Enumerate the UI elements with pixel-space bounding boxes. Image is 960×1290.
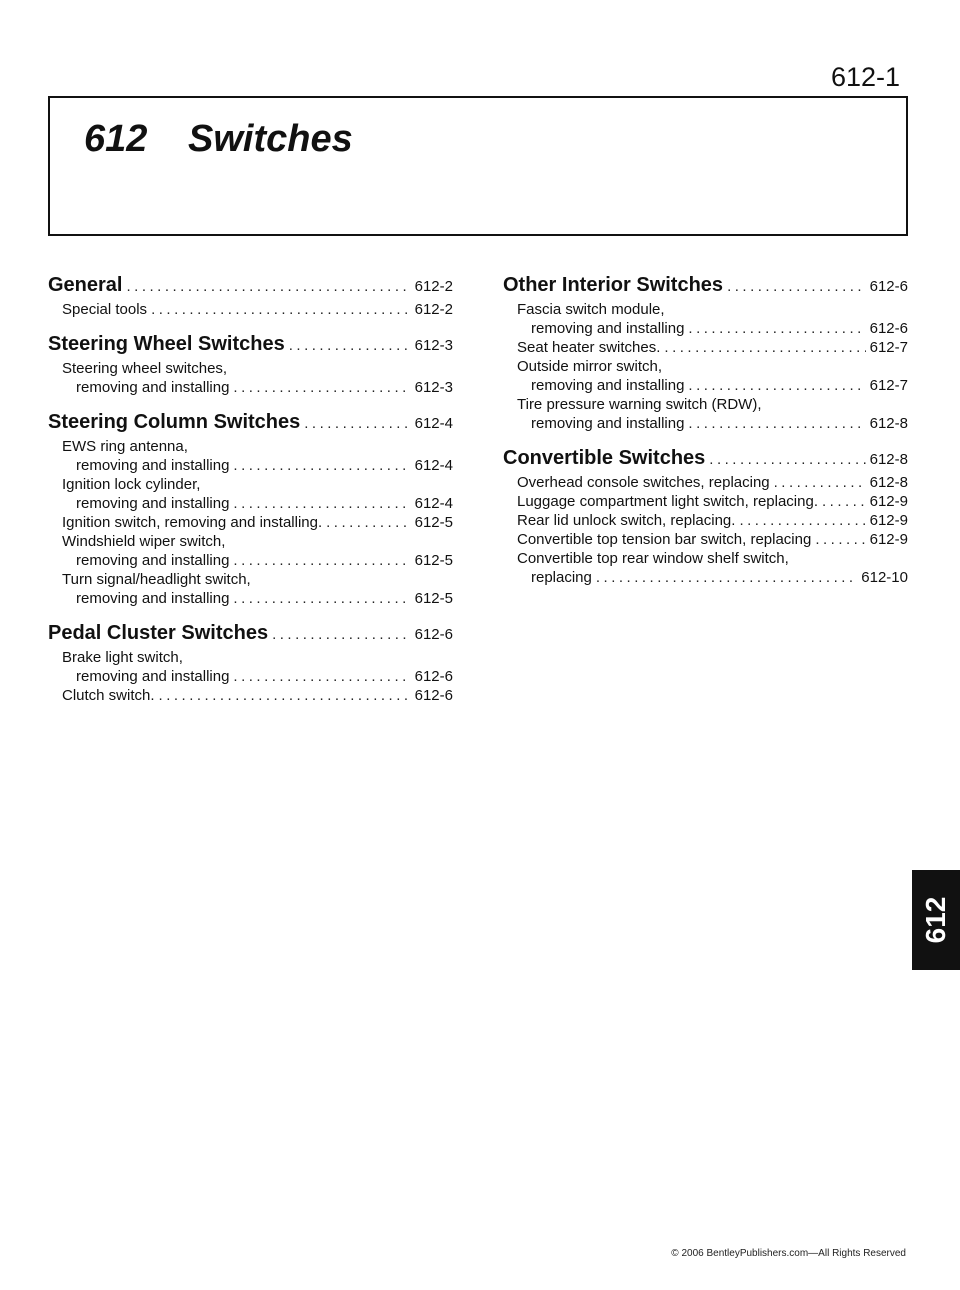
side-tab-label: 612 xyxy=(920,896,951,944)
toc-entry-line: Steering wheel switches, xyxy=(62,360,228,377)
toc-entry[interactable] xyxy=(48,686,453,705)
toc-entry-line: Convertible top rear window shelf switch, xyxy=(517,550,789,567)
entry-page: 612-2 xyxy=(414,301,453,318)
entry-label: Luggage compartment light switch, replacing. xyxy=(517,493,818,510)
toc-entry[interactable] xyxy=(48,667,453,686)
entry-page: 612-5 xyxy=(414,552,453,569)
toc-entry[interactable] xyxy=(503,568,908,587)
toc-section xyxy=(48,331,453,397)
entry-label: Seat heater switches. xyxy=(517,339,661,356)
entry-page: 612-3 xyxy=(414,379,453,396)
section-title: Other Interior Switches xyxy=(503,274,724,296)
leader-dots xyxy=(272,622,411,648)
toc-entry-line: Tire pressure warning switch (RDW), xyxy=(517,396,762,413)
leader-dots xyxy=(233,589,410,608)
entry-page: 612-8 xyxy=(869,474,908,491)
entry-label: Convertible top tension bar switch, replacing xyxy=(517,531,812,548)
toc-section xyxy=(48,272,453,319)
section-title: General xyxy=(48,274,123,296)
entry-label: removing and installing xyxy=(76,495,230,512)
leader-dots xyxy=(815,530,865,549)
toc-section-heading[interactable] xyxy=(503,445,908,473)
entry-label: removing and installing xyxy=(76,590,230,607)
entry-page: 612-10 xyxy=(861,569,908,586)
entry-page: 612-5 xyxy=(414,514,453,531)
toc-section xyxy=(503,445,908,587)
entry-label: removing and installing xyxy=(76,668,230,685)
toc-entry[interactable] xyxy=(503,530,908,549)
leader-dots xyxy=(151,300,411,319)
toc-entry[interactable] xyxy=(48,300,453,319)
entry-page: 612-9 xyxy=(869,531,908,548)
toc-entry-line: Outside mirror switch, xyxy=(517,358,663,375)
toc-entry[interactable] xyxy=(48,589,453,608)
section-page: 612-6 xyxy=(869,278,908,295)
toc-entry-line: Windshield wiper switch, xyxy=(62,533,226,550)
entry-label: Ignition switch, removing and installing. xyxy=(62,514,323,531)
entry-page: 612-6 xyxy=(414,668,453,685)
leader-dots xyxy=(289,333,411,359)
toc-entry-line: Turn signal/headlight switch, xyxy=(62,571,251,588)
toc-entry[interactable] xyxy=(48,551,453,570)
leader-dots xyxy=(774,473,866,492)
section-title: Steering Wheel Switches xyxy=(48,333,285,355)
entry-label: Special tools xyxy=(62,301,148,318)
toc-section xyxy=(48,620,453,705)
leader-dots xyxy=(596,568,857,587)
toc-entry[interactable] xyxy=(503,511,908,530)
entry-page: 612-9 xyxy=(869,512,908,529)
leader-dots xyxy=(709,447,865,473)
entry-page: 612-6 xyxy=(414,687,453,704)
toc-section-heading[interactable] xyxy=(48,620,453,648)
toc-entry-line: Brake light switch, xyxy=(62,649,183,666)
leader-dots xyxy=(233,456,410,475)
chapter-number: 612 xyxy=(84,118,148,160)
toc-entry-line: Fascia switch module, xyxy=(517,301,665,318)
entry-page: 612-4 xyxy=(414,495,453,512)
entry-label: Clutch switch. xyxy=(62,687,155,704)
toc-entry[interactable] xyxy=(503,376,908,395)
toc-section-heading[interactable] xyxy=(503,272,908,300)
chapter-title: Switches xyxy=(188,118,353,160)
toc-entry[interactable] xyxy=(48,456,453,475)
toc-entry[interactable] xyxy=(503,319,908,338)
toc-entry[interactable] xyxy=(48,513,453,532)
section-title: Convertible Switches xyxy=(503,447,706,469)
toc-section xyxy=(503,272,908,433)
chapter-side-tab xyxy=(912,870,960,970)
leader-dots xyxy=(688,414,865,433)
chapter-title-box xyxy=(48,96,908,236)
leader-dots xyxy=(304,411,410,437)
toc-entry-line: Ignition lock cylinder, xyxy=(62,476,201,493)
leader-dots xyxy=(326,513,410,532)
leader-dots xyxy=(233,667,410,686)
section-title: Pedal Cluster Switches xyxy=(48,622,269,644)
section-page: 612-4 xyxy=(414,415,453,432)
leader-dots xyxy=(159,686,411,705)
entry-page: 612-7 xyxy=(869,339,908,356)
entry-label: removing and installing xyxy=(76,379,230,396)
section-page: 612-2 xyxy=(414,278,453,295)
entry-label: removing and installing xyxy=(531,377,685,394)
copyright-footer: © 2006 BentleyPublishers.com—All Rights Reserved xyxy=(671,1248,906,1259)
toc-section-heading[interactable] xyxy=(48,272,453,300)
leader-dots xyxy=(727,274,866,300)
leader-dots xyxy=(233,378,410,397)
leader-dots xyxy=(688,376,865,395)
toc-entry-line: EWS ring antenna, xyxy=(62,438,188,455)
leader-dots xyxy=(739,511,865,530)
entry-label: removing and installing xyxy=(531,320,685,337)
entry-page: 612-9 xyxy=(869,493,908,510)
toc-entry[interactable] xyxy=(48,494,453,513)
toc-entry[interactable] xyxy=(503,338,908,357)
leader-dots xyxy=(126,274,410,300)
entry-label: Overhead console switches, replacing xyxy=(517,474,770,491)
entry-page: 612-5 xyxy=(414,590,453,607)
toc-left-column xyxy=(48,272,453,717)
toc-entry[interactable] xyxy=(503,414,908,433)
entry-label: replacing xyxy=(531,569,592,586)
leader-dots xyxy=(233,551,410,570)
section-title: Steering Column Switches xyxy=(48,411,301,433)
entry-page: 612-7 xyxy=(869,377,908,394)
toc-section-heading[interactable] xyxy=(48,331,453,359)
leader-dots xyxy=(664,338,865,357)
toc-entry[interactable] xyxy=(503,473,908,492)
toc-section xyxy=(48,409,453,608)
section-page: 612-8 xyxy=(869,451,908,468)
leader-dots xyxy=(688,319,865,338)
entry-label: removing and installing xyxy=(76,457,230,474)
leader-dots xyxy=(822,492,866,511)
entry-page: 612-4 xyxy=(414,457,453,474)
entry-label: Rear lid unlock switch, replacing. xyxy=(517,512,736,529)
entry-page: 612-6 xyxy=(869,320,908,337)
toc-entry[interactable] xyxy=(503,492,908,511)
toc-section-heading[interactable] xyxy=(48,409,453,437)
entry-label: removing and installing xyxy=(76,552,230,569)
toc-entry[interactable] xyxy=(48,378,453,397)
section-page: 612-6 xyxy=(414,626,453,643)
page-number: 612-1 xyxy=(830,62,900,92)
toc-right-column xyxy=(503,272,908,599)
leader-dots xyxy=(233,494,410,513)
entry-page: 612-8 xyxy=(869,415,908,432)
entry-label: removing and installing xyxy=(531,415,685,432)
section-page: 612-3 xyxy=(414,337,453,354)
